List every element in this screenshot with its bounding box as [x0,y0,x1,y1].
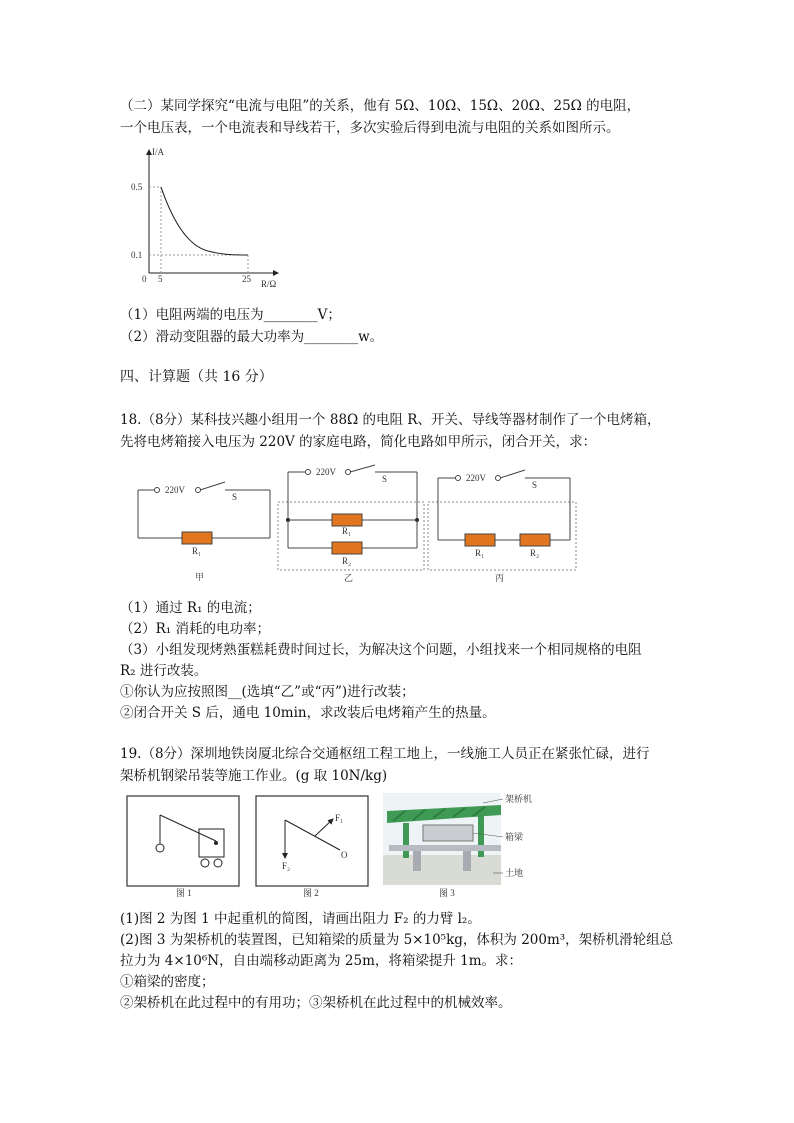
part-label: 土地 [505,868,524,878]
question-line: (1)图 2 为图 1 中起重机的简图，请画出阻力 F₂ 的力臂 l₂。 [120,911,481,927]
text-line: 架桥机钢梁吊装等施工作业。(g 取 10N/kg) [120,768,388,784]
question-line: R₂ 进行改装。 [120,663,208,679]
voltage-label: 220V [316,467,336,477]
part-label: 箱梁 [505,832,524,842]
figure-caption: 图 2 [303,888,319,898]
force-label: F₁ [335,813,344,823]
switch-label: S [382,474,388,484]
figure-caption: 甲 [195,572,205,582]
i-r-curve [161,187,248,255]
question-line: ②架桥机在此过程中的有用功；③架桥机在此过程中的机械效率。 [120,995,512,1011]
current-resistance-graph [128,142,288,292]
question-line: ①箱梁的密度； [120,974,215,990]
section-title: 四、计算题（共 16 分） [120,369,273,385]
figure-caption: 图 1 [176,888,192,898]
figure-1-crane [126,795,240,899]
part-label: 架桥机 [505,794,533,804]
resistor-label: R₁ [342,526,352,536]
question-line: ②闭合开关 S 后，通电 10min，求改装后电烤箱产生的热量。 [120,705,496,721]
y-tick-label: 0.5 [131,182,143,192]
pivot-label: O [341,850,348,860]
resistor-label: R₁ [192,546,202,556]
voltage-label: 220V [466,473,486,483]
voltage-label: 220V [165,485,185,495]
question-line: ①你认为应按照图__(选填“乙”或“丙”)进行改装； [120,684,415,700]
y-tick-label: 0.1 [131,250,143,260]
x-tick-label: 5 [158,274,163,284]
oven-circuit-diagrams [130,460,580,588]
text-line: 19.（8分）深圳地铁岗厦北综合交通枢纽工程工地上，一线施工人员正在紧张忙碌，进行 [120,746,650,762]
circuit-a [138,482,270,582]
text-line: 一个电压表，一个电流表和导线若干，多次实验后得到电流与电阻的关系如图所示。 [120,120,620,136]
text-line: 先将电烤箱接入电压为 220V 的家庭电路，简化电路如甲所示，闭合开关，求： [120,434,597,450]
figure-2-lever [255,795,369,899]
question-line: （2）滑动变阻器的最大功率为________w。 [120,329,384,345]
y-axis-label: I/A [152,147,164,157]
force-label: F₂ [282,861,291,871]
question-line: （3）小组发现烤熟蛋糕耗费时间过长，为解决这个问题，小组找来一个相同规格的电阻 [120,642,642,658]
resistor-label: R₁ [475,548,485,558]
question-line: （2）R₁ 消耗的电功率； [120,621,270,637]
figure-caption: 乙 [344,573,354,583]
figure-caption: 图 3 [439,888,455,898]
question-line: （1）通过 R₁ 的电流； [120,600,261,616]
circuit-b [278,465,424,583]
resistor-label: R₂ [342,556,352,566]
switch-label: S [232,492,238,502]
figure-3-bridge-machine [383,793,543,899]
x-tick-label: 0 [142,274,147,284]
question-line: 拉力为 4×10⁶N，自由端移动距离为 25m，将箱梁提升 1m。求： [120,953,523,969]
circuit-c [428,470,576,583]
question-line: (2)图 3 为架桥机的装置图，已知箱梁的质量为 5×10⁵kg，体积为 200m³，架桥机滑轮组总 [120,932,674,948]
switch-label: S [532,480,538,490]
figure-caption: 丙 [495,573,505,583]
x-tick-label: 25 [242,274,251,284]
text-line: （二）某同学探究“电流与电阻”的关系，他有 5Ω、10Ω、15Ω、20Ω、25Ω 的电阻， [120,98,641,114]
text-line: 18.（8分）某科技兴趣小组用一个 88Ω 的电阻 R、开关、导线等器材制作了一个电烤箱， [120,412,661,428]
resistor-label: R₂ [530,548,540,558]
question-line: （1）电阻两端的电压为________V； [120,307,341,323]
x-axis-label: R/Ω [261,279,277,289]
